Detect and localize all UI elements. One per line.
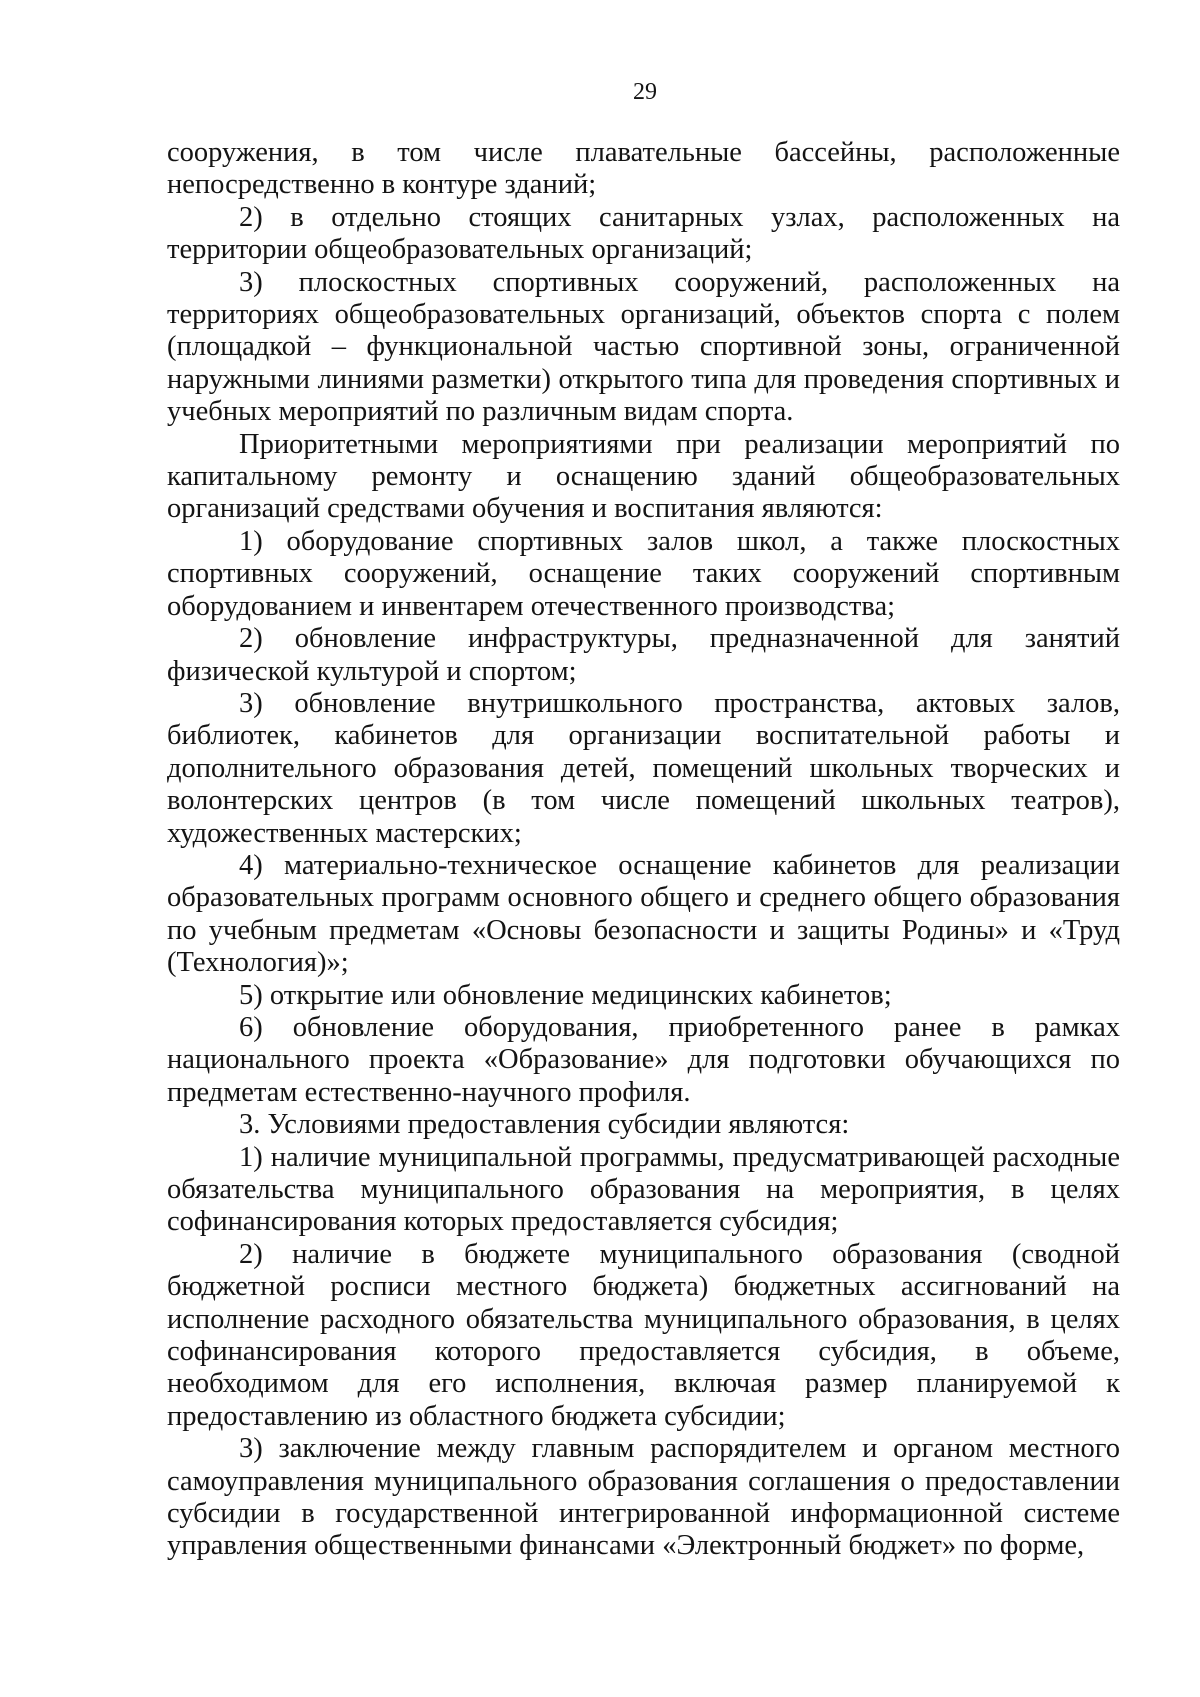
paragraph: 3) обновление внутришкольного пространства, актовых залов, библиотек, кабинетов для организации воспитательной работы и дополнительного образования детей, помещений школьных творческих и волонтерских центров (в том числе помещений школьных театров), художественных мастерских; (167, 687, 1120, 849)
paragraph: Приоритетными мероприятиями при реализации мероприятий по капитальному ремонту и оснащению зданий общеобразовательных организаций средствами обучения и воспитания являются: (167, 428, 1120, 525)
paragraph: 3) плоскостных спортивных сооружений, расположенных на территориях общеобразовательных организаций, объектов спорта с полем (площадкой – функциональной частью спортивной зоны, ограниченной наружными линиями разметки) открытого типа для проведения спортивных и учебных мероприятий по различным видам спорта. (167, 266, 1120, 428)
page-number: 29 (633, 79, 657, 105)
paragraph: 1) наличие муниципальной программы, предусматривающей расходные обязательства муниципального образования на мероприятия, в целях софинансирования которых предоставляется субсидия; (167, 1141, 1120, 1238)
paragraph: сооружения, в том числе плавательные бассейны, расположенные непосредственно в контуре зданий; (167, 137, 1120, 201)
paragraph: 1) оборудование спортивных залов школ, а также плоскостных спортивных сооружений, оснащение таких сооружений спортивным оборудованием и инвентарем отечественного производства; (167, 525, 1120, 622)
paragraph: 3. Условиями предоставления субсидии являются: (239, 1109, 850, 1141)
paragraph: 3) заключение между главным распорядителем и органом местного самоуправления муниципального образования соглашения о предоставлении субсидии в государственной интегрированной информационной системе управления общественными финансами «Электронный бюджет» по форме, (167, 1433, 1120, 1562)
paragraph: 6) обновление оборудования, приобретенного ранее в рамках национального проекта «Образование» для подготовки обучающихся по предметам естественно-научного профиля. (167, 1011, 1120, 1108)
paragraph: 2) в отдельно стоящих санитарных узлах, расположенных на территории общеобразовательных организаций; (167, 201, 1120, 266)
paragraph: 2) наличие в бюджете муниципального образования (сводной бюджетной росписи местного бюджета) бюджетных ассигнований на исполнение расходного обязательства муниципального образования, в целях софинансирования которого предоставляется субсидия, в объеме, необходимом для его исполнения, включая размер планируемой к предоставлению из областного бюджета субсидии; (167, 1238, 1120, 1432)
paragraph: 4) материально-техническое оснащение кабинетов для реализации образовательных программ основного общего и среднего общего образования по учебным предметам «Основы безопасности и защиты Родины» и «Труд (Технология)»; (167, 849, 1120, 979)
paragraph: 5) открытие или обновление медицинских кабинетов; (239, 979, 892, 1011)
paragraph: 2) обновление инфраструктуры, предназначенной для занятий физической культурой и спортом; (167, 623, 1120, 687)
document-body (167, 137, 1120, 1563)
